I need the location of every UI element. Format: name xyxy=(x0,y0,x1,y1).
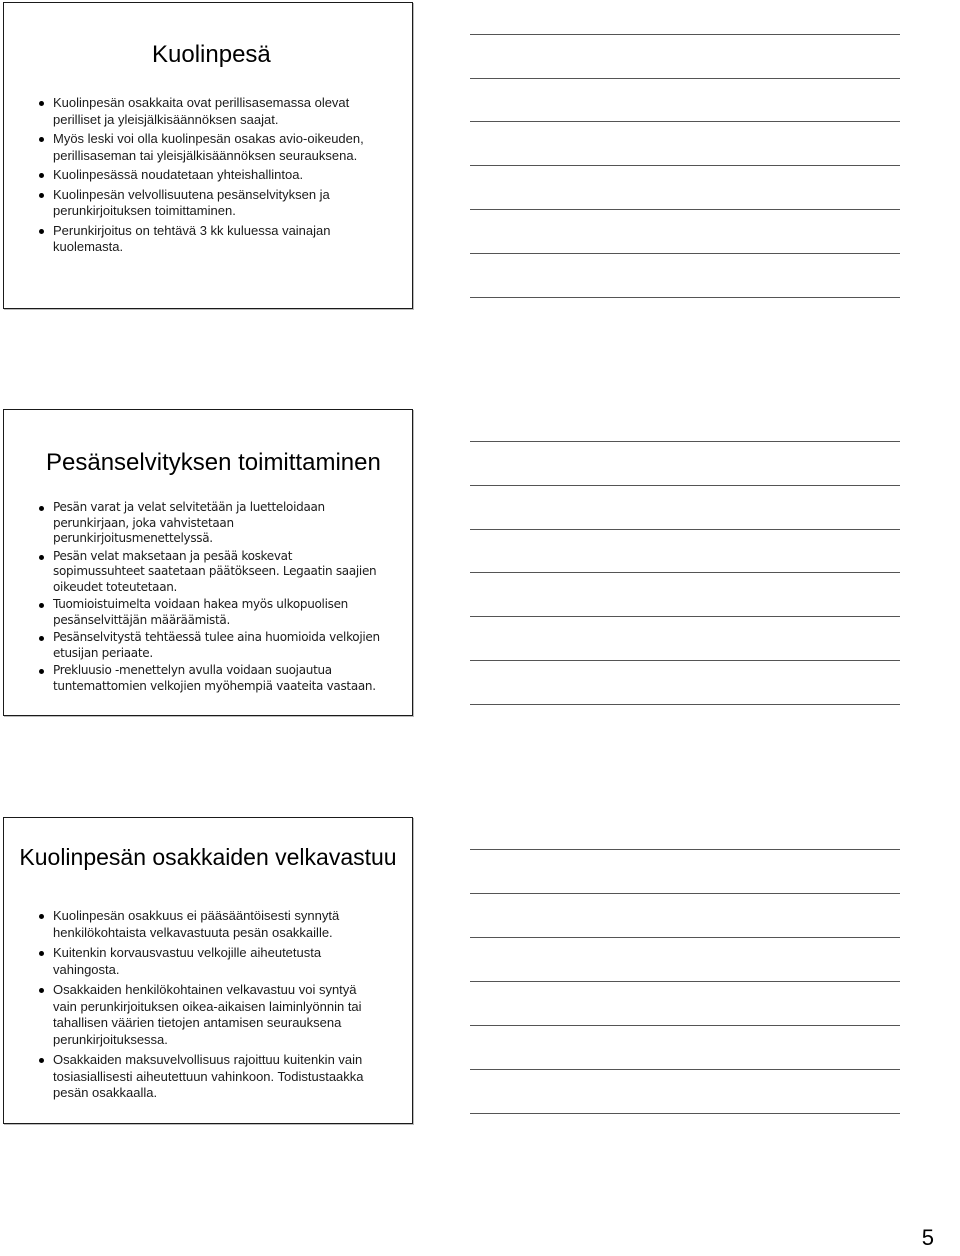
bullet-item: Osakkaiden henkilökohtainen velkavastuu voi syntyä vain perunkirjoituksen oikea-aikaisen laiminlyönnin tai tahallisen väärien tietojen antamisen seurauksena perunkirjoituksessa. xyxy=(38,982,383,1048)
slide-title: Kuolinpesän osakkaiden velkavastuu xyxy=(19,844,397,870)
note-line xyxy=(470,121,900,122)
bullet-list xyxy=(38,500,383,696)
bullet-item: Pesänselvitystä tehtäessä tulee aina huomioida velkojien etusijan periaate. xyxy=(38,630,383,661)
note-line xyxy=(470,572,900,573)
note-line xyxy=(470,209,900,210)
note-line xyxy=(470,485,900,486)
bullet-item: Kuitenkin korvausvastuu velkojille aiheutetusta vahingosta. xyxy=(38,945,383,978)
note-line xyxy=(470,981,900,982)
note-line xyxy=(470,34,900,35)
slide-title: Pesänselvityksen toimittaminen xyxy=(46,449,381,476)
note-line xyxy=(470,78,900,79)
bullet-item: Myös leski voi olla kuolinpesän osakas avio-oikeuden, perillisaseman tai yleisjälkisäännöksen seurauksena. xyxy=(38,131,378,164)
bullet-item: Perunkirjoitus on tehtävä 3 kk kuluessa vainajan kuolemasta. xyxy=(38,223,378,256)
bullet-item: Kuolinpesän osakkuus ei pääsääntöisesti synnytä henkilökohtaista velkavastuuta pesän osakkaille. xyxy=(38,908,383,941)
note-line xyxy=(470,253,900,254)
slide-velkavastuu xyxy=(3,817,413,1124)
bullet-item: Kuolinpesän osakkaita ovat perillisasemassa olevat perilliset ja yleisjälkisäännöksen saajat. xyxy=(38,95,378,128)
slide-kuolinpesa xyxy=(3,2,413,309)
note-line xyxy=(470,297,900,298)
note-line xyxy=(470,165,900,166)
page-number: 5 xyxy=(921,1225,934,1250)
note-line xyxy=(470,849,900,850)
bullet-item: Pesän velat maksetaan ja pesää koskevat sopimussuhteet saatetaan päätökseen. Legaatin saajien oikeudet toteutetaan. xyxy=(38,549,383,596)
note-line xyxy=(470,1025,900,1026)
bullet-item: Tuomioistuimelta voidaan hakea myös ulkopuolisen pesänselvittäjän määräämistä. xyxy=(38,597,383,628)
note-line xyxy=(470,704,900,705)
bullet-item: Osakkaiden maksuvelvollisuus rajoittuu kuitenkin vain tosiasiallisesti aiheutettuun vahinkoon. Todistustaakka pesän osakkaalla. xyxy=(38,1052,383,1102)
slide-pesanselvitys xyxy=(3,409,413,716)
note-line xyxy=(470,660,900,661)
note-line xyxy=(470,937,900,938)
note-line xyxy=(470,1113,900,1114)
note-line xyxy=(470,1069,900,1070)
note-line xyxy=(470,529,900,530)
note-line xyxy=(470,616,900,617)
bullet-list xyxy=(38,908,383,1106)
slide-title: Kuolinpesä xyxy=(152,41,271,68)
bullet-item: Kuolinpesässä noudatetaan yhteishallintoa. xyxy=(38,167,378,184)
bullet-item: Prekluusio -menettelyn avulla voidaan suojautua tuntemattomien velkojien myöhempiä vaateita vastaan. xyxy=(38,663,383,694)
bullet-item: Pesän varat ja velat selvitetään ja luetteloidaan perunkirjaan, joka vahvistetaan perunkirjoitusmenettelyssä. xyxy=(38,500,383,547)
note-line xyxy=(470,441,900,442)
bullet-item: Kuolinpesän velvollisuutena pesänselvityksen ja perunkirjoituksen toimittaminen. xyxy=(38,187,378,220)
bullet-list xyxy=(38,95,378,259)
note-line xyxy=(470,893,900,894)
